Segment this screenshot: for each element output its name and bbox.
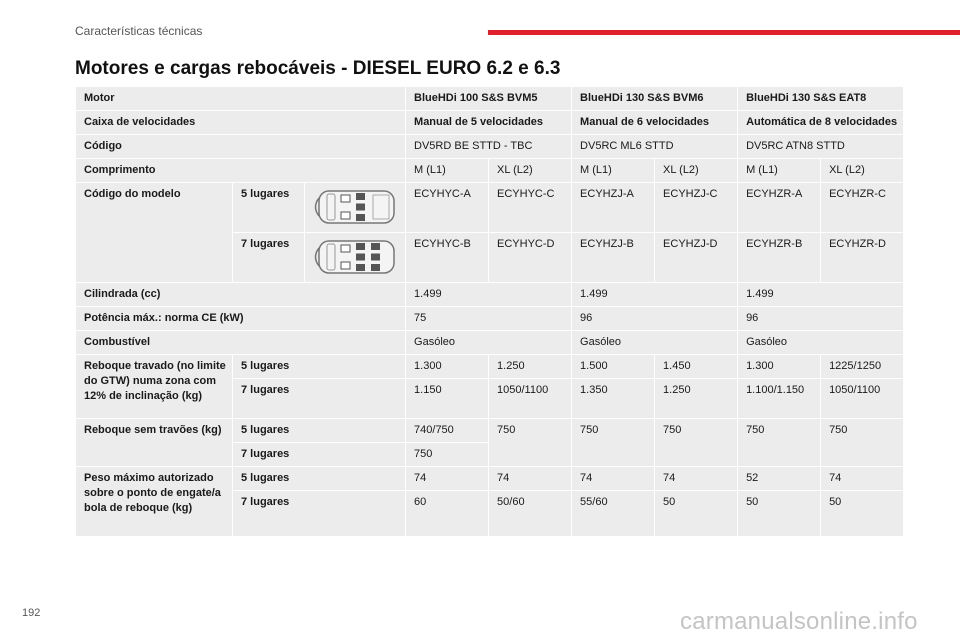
row-label: Cilindrada (cc) — [76, 283, 406, 307]
table-cell: 740/750 — [406, 419, 489, 443]
row-hitch-5 — [76, 467, 904, 491]
table-cell: 1.250 — [655, 379, 738, 419]
seats-label: 5 lugares — [233, 355, 406, 379]
table-cell: 1225/1250 — [821, 355, 904, 379]
table-cell: ECYHYC-D — [489, 233, 572, 283]
table-cell: M (L1) — [738, 159, 821, 183]
table-cell: ECYHZJ-A — [572, 183, 655, 233]
van-7-seats-diagram — [305, 233, 406, 283]
row-label: Código — [76, 135, 406, 159]
row-label: Código do modelo — [76, 183, 233, 283]
table-cell: 50 — [821, 491, 904, 537]
table-cell: 750 — [738, 419, 821, 467]
row-displacement — [76, 283, 904, 307]
row-power — [76, 307, 904, 331]
watermark: carmanualsonline.info — [680, 608, 918, 635]
table-cell: 50 — [655, 491, 738, 537]
table-cell: ECYHZJ-D — [655, 233, 738, 283]
table-cell: 1.300 — [406, 355, 489, 379]
van-5-seats-icon — [307, 186, 401, 228]
table-cell: 96 — [738, 307, 904, 331]
table-cell: 1050/1100 — [489, 379, 572, 419]
table-cell: ECYHZR-C — [821, 183, 904, 233]
table-cell: Automática de 8 velocidades — [738, 111, 904, 135]
seats-label: 7 lugares — [233, 491, 406, 537]
engine-header: BlueHDi 130 S&S EAT8 — [738, 87, 904, 111]
table-cell: 52 — [738, 467, 821, 491]
row-braked-5 — [76, 355, 904, 379]
row-unbraked-5 — [76, 419, 904, 443]
page-number: 192 — [22, 607, 41, 619]
table-cell: 1.450 — [655, 355, 738, 379]
table-cell: 60 — [406, 491, 489, 537]
table-cell: ECYHZR-D — [821, 233, 904, 283]
table-cell: 1.499 — [572, 283, 738, 307]
table-cell: DV5RC ML6 STTD — [572, 135, 738, 159]
table-cell: 55/60 — [572, 491, 655, 537]
table-cell: 74 — [406, 467, 489, 491]
seats-label: 5 lugares — [233, 419, 406, 443]
table-cell: Gasóleo — [406, 331, 572, 355]
table-cell: 1.500 — [572, 355, 655, 379]
table-cell: DV5RD BE STTD - TBC — [406, 135, 572, 159]
row-label: Combustível — [76, 331, 406, 355]
row-label: Reboque travado (no limite do GTW) numa zona com 12% de inclinação (kg) — [76, 355, 233, 419]
row-fuel — [76, 331, 904, 355]
row-label: Peso máximo autorizado sobre o ponto de engate/a bola de reboque (kg) — [76, 467, 233, 537]
row-model-code-5 — [76, 183, 904, 233]
seats-label: 7 lugares — [233, 443, 406, 467]
table-cell: XL (L2) — [821, 159, 904, 183]
seats-label: 5 lugares — [233, 183, 305, 233]
table-cell: ECYHYC-B — [406, 233, 489, 283]
seats-label: 5 lugares — [233, 467, 406, 491]
table-cell: 750 — [821, 419, 904, 467]
table-cell: 74 — [655, 467, 738, 491]
section-label: Características técnicas — [75, 24, 203, 38]
table-cell: 750 — [655, 419, 738, 467]
table-cell: XL (L2) — [655, 159, 738, 183]
table-cell: 1.499 — [406, 283, 572, 307]
header-accent-bar — [488, 30, 960, 35]
table-cell: 74 — [821, 467, 904, 491]
table-cell: Gasóleo — [572, 331, 738, 355]
table-cell: ECYHZJ-B — [572, 233, 655, 283]
engine-header: BlueHDi 130 S&S BVM6 — [572, 87, 738, 111]
table-cell: 750 — [489, 419, 572, 467]
row-label: Motor — [76, 87, 406, 111]
engine-header: BlueHDi 100 S&S BVM5 — [406, 87, 572, 111]
table-cell: 50 — [738, 491, 821, 537]
row-length — [76, 159, 904, 183]
van-5-seats-diagram — [305, 183, 406, 233]
row-label: Caixa de velocidades — [76, 111, 406, 135]
table-cell: ECYHYC-C — [489, 183, 572, 233]
table-cell: ECYHZJ-C — [655, 183, 738, 233]
page-title: Motores e cargas rebocáveis - DIESEL EURO 6.2 e 6.3 — [75, 58, 561, 79]
row-label: Potência máx.: norma CE (kW) — [76, 307, 406, 331]
row-code — [76, 135, 904, 159]
table-cell: 1.100/1.150 — [738, 379, 821, 419]
table-cell: 1050/1100 — [821, 379, 904, 419]
table-cell: 1.300 — [738, 355, 821, 379]
table-cell: Gasóleo — [738, 331, 904, 355]
table-cell: 74 — [572, 467, 655, 491]
table-cell: 74 — [489, 467, 572, 491]
table-cell: 1.350 — [572, 379, 655, 419]
table-cell: 750 — [406, 443, 489, 467]
table-cell: ECYHYC-A — [406, 183, 489, 233]
table-cell: 96 — [572, 307, 738, 331]
table-cell: 750 — [572, 419, 655, 467]
table-cell: ECYHZR-A — [738, 183, 821, 233]
table-cell: ECYHZR-B — [738, 233, 821, 283]
seats-label: 7 lugares — [233, 233, 305, 283]
van-7-seats-icon — [307, 236, 401, 278]
row-gearbox — [76, 111, 904, 135]
table-cell: 1.150 — [406, 379, 489, 419]
table-cell: Manual de 5 velocidades — [406, 111, 572, 135]
table-cell: 1.250 — [489, 355, 572, 379]
table-cell: XL (L2) — [489, 159, 572, 183]
table-cell: Manual de 6 velocidades — [572, 111, 738, 135]
row-motor — [76, 87, 904, 111]
table-cell: 50/60 — [489, 491, 572, 537]
table-cell: 75 — [406, 307, 572, 331]
table-cell: M (L1) — [572, 159, 655, 183]
table-cell: M (L1) — [406, 159, 489, 183]
table-cell: 1.499 — [738, 283, 904, 307]
table-cell: DV5RC ATN8 STTD — [738, 135, 904, 159]
seats-label: 7 lugares — [233, 379, 406, 419]
engine-spec-table — [75, 86, 904, 537]
row-label: Comprimento — [76, 159, 406, 183]
row-label: Reboque sem travões (kg) — [76, 419, 233, 467]
